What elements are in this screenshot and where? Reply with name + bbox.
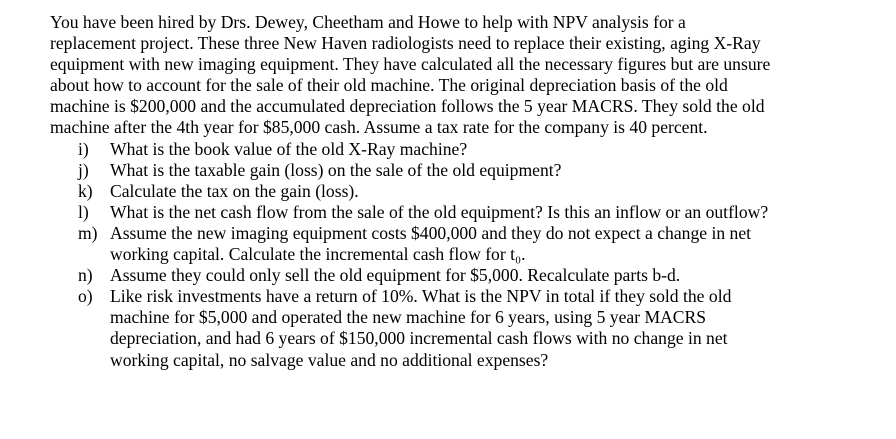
question-item bbox=[78, 265, 890, 286]
intro-line: You have been hired by Drs. Dewey, Cheetham and Howe to help with NPV analysis for a bbox=[50, 12, 686, 32]
question-text bbox=[110, 181, 359, 202]
question-item bbox=[78, 139, 890, 160]
question-marker: o) bbox=[78, 286, 93, 307]
question-line: Assume the new imaging equipment costs $400,000 and they do not expect a change in net bbox=[110, 222, 752, 243]
question-line: What is the book value of the old X-Ray machine? bbox=[110, 138, 468, 159]
question-line: working capital. Calculate the incremental cash flow for t₀. bbox=[110, 244, 526, 265]
intro-line: about how to account for the sale of their old machine. The original depreciation basis of the old bbox=[50, 75, 728, 96]
intro-line: machine after the 4th year for $85,000 cash. Assume a tax rate for the company is 40 percent. bbox=[50, 117, 708, 138]
question-line: Calculate the tax on the gain (loss). bbox=[110, 180, 359, 201]
question-line: machine for $5,000 and operated the new machine for 6 years, using 5 year MACRS bbox=[110, 307, 707, 328]
intro-line: equipment with new imaging equipment. They have calculated all the necessary figures but are unsure bbox=[50, 54, 771, 75]
question-marker: i) bbox=[78, 138, 89, 159]
intro-paragraph bbox=[50, 12, 890, 139]
question-line: Like risk investments have a return of 10%. What is the NPV in total if they sold the old bbox=[110, 286, 732, 307]
question-marker: l) bbox=[78, 201, 89, 222]
intro-line: machine is $200,000 and the accumulated depreciation follows the 5 year MACRS. They sold the old bbox=[50, 96, 765, 117]
document-page bbox=[50, 12, 890, 371]
question-line: working capital, no salvage value and no additional expenses? bbox=[110, 349, 549, 370]
question-item bbox=[78, 181, 890, 202]
question-marker: n) bbox=[78, 265, 93, 286]
question-text bbox=[110, 202, 768, 223]
question-marker: k) bbox=[78, 180, 93, 201]
question-list bbox=[50, 139, 890, 371]
question-marker: j) bbox=[78, 159, 89, 180]
question-line: What is the net cash flow from the sale of the old equipment? Is this an inflow or an outflow? bbox=[110, 201, 769, 222]
question-line: Assume they could only sell the old equipment for $5,000. Recalculate parts b-d. bbox=[110, 265, 681, 286]
intro-line: replacement project. These three New Haven radiologists need to replace their existing, aging X-Ray bbox=[50, 33, 761, 54]
question-item bbox=[78, 223, 890, 265]
question-line: depreciation, and had 6 years of $150,000 incremental cash flows with no change in net bbox=[110, 328, 728, 349]
question-line: What is the taxable gain (loss) on the sale of the old equipment? bbox=[110, 159, 562, 180]
question-item bbox=[78, 160, 890, 181]
question-text bbox=[110, 160, 561, 181]
question-marker: m) bbox=[78, 222, 98, 243]
question-text bbox=[110, 139, 467, 160]
question-text bbox=[110, 286, 731, 370]
question-item bbox=[78, 202, 890, 223]
question-text bbox=[110, 265, 680, 286]
question-text bbox=[110, 223, 751, 265]
question-item bbox=[78, 286, 890, 370]
